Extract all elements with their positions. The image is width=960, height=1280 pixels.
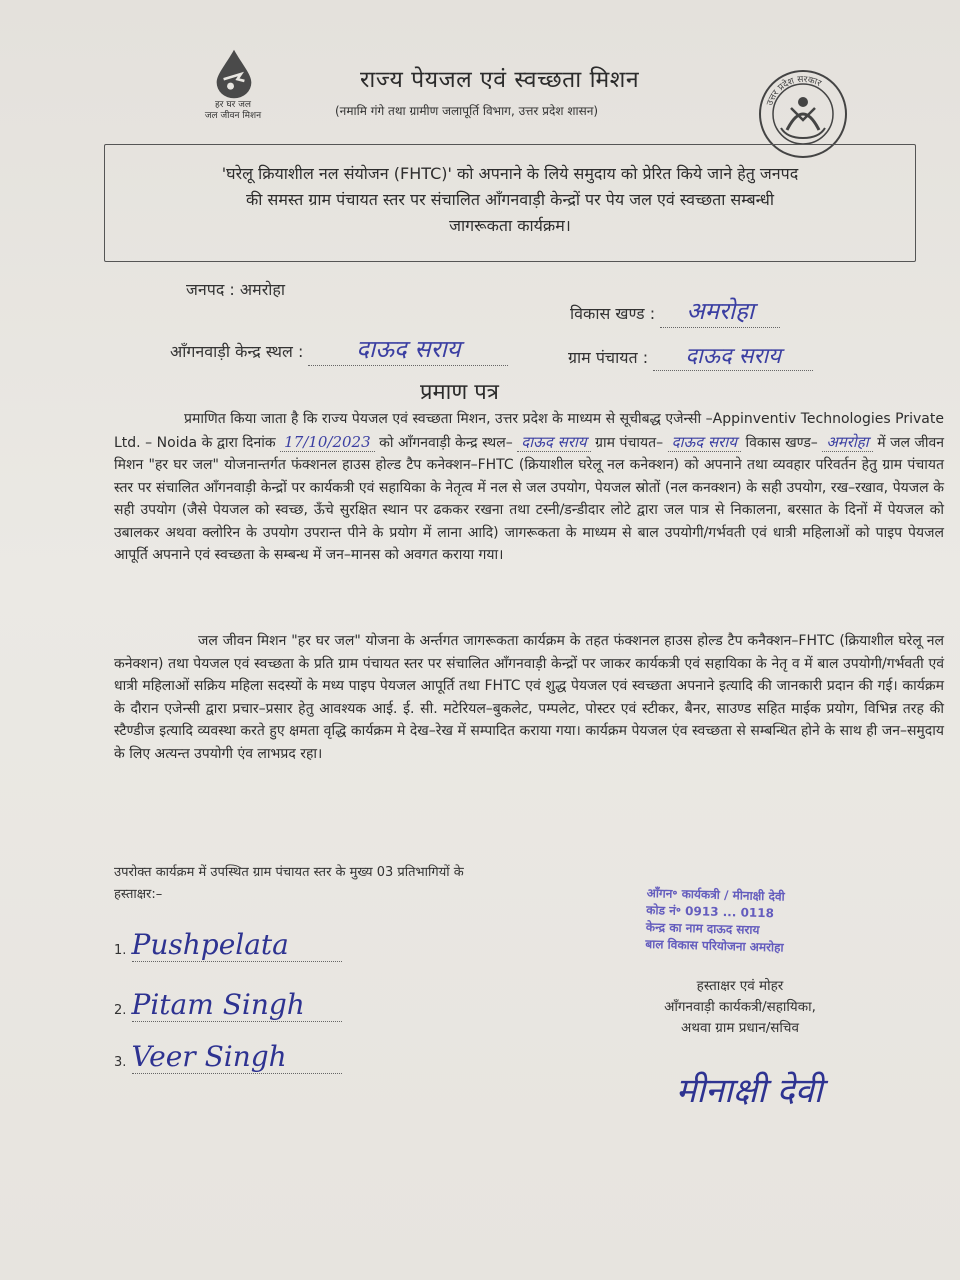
participant-signature-row (114, 988, 342, 1022)
p1-panchayat-value: दाऊद सराय (668, 433, 741, 452)
notice-line: 'घरेलू क्रियाशील नल संयोजन (FHTC)' को अपनाने के लिये समुदाय को प्रेरित किये जाने हेतु जनपद (221, 164, 799, 183)
stamp-line: बाल विकास परियोजना अमरोहा (645, 936, 784, 955)
p1-text: विकास खण्ड– (745, 434, 818, 451)
p1-text: ग्राम पंचायत– (595, 434, 664, 451)
emblem-text: उत्तर प्रदेश सरकार (765, 74, 823, 108)
panchayat-field (568, 340, 813, 371)
participant-number: 1. (114, 943, 127, 958)
notice-box (104, 144, 916, 262)
p1-text: को आँगनवाड़ी केन्द्र स्थल– (379, 434, 513, 451)
signatory-block (640, 976, 840, 1039)
certificate-paragraph-2: जल जीवन मिशन "हर घर जल" योजना के अर्न्तगत जागरूकता कार्यक्रम के तहत फंक्शनल हाउस होल्ड टैप कनैक्शन–FHTC (क्रियाशील घरेलू नल कनेक्शन) तथा पेयजल एवं स्वच्छता के प्रति ग्राम पंचायत स्तर पर संचालित आँगनवाड़ी केन्द्रों पर जाकर कार्यकत्री एवं सहायिका के नेतृ व में बाल उपयोगी/गर्भवती एवं धात्री महिलाओं सक्रिय महिला सदस्यों के मध्य पाइप पेयजल आपूर्ति तथा FHTC एवं शुद्ध पेयजल एवं स्वच्छता अपनाने इत्यादि की जानकारी प्रदान की गई। कार्यक्रम के दौरान एजेन्सी द्वारा प्रचार–प्रसार हेतु आवश्यक आई. ई. सी. मटेरियल–बुकलेट, पम्पलेट, पोस्टर एवं स्टीकर, बैनर, साउण्ड सहित माईक प्रयोग, विभिन्न तरह की स्टैण्डीज इत्यादि व्यवस्था करते हुए क्षमता वृद्धि कार्यक्रम मे देख–रेख में सम्पादित कराया गया। कार्यक्रम पेयजल एंव स्वच्छता से सम्बन्धित होने के साथ ही जन–समुदाय के लिए अत्यन्त उपयोगी एंव लाभप्रद रहा। (114, 633, 944, 762)
center-field (170, 332, 508, 366)
participants-intro-text: उपरोक्त कार्यक्रम में उपस्थित ग्राम पंचायत स्तर के मुख्य 03 प्रतिभागियों के (114, 865, 464, 880)
signatory-line: आँगनवाड़ी कार्यकत्री/सहायिका, (664, 999, 816, 1015)
participant-signature: Pushpelata (132, 928, 342, 962)
participant-signature: Veer Singh (132, 1040, 342, 1074)
p1-block-value: अमरोहा (822, 433, 872, 452)
participant-signature-row (114, 928, 342, 962)
p1-text: प्रमाणित किया जाता है कि राज्य पेयजल एवं स्वच्छता मिशन, उत्तर प्रदेश के माध्यम से सूचीबद्ध एजेन्सी –Appinventiv Technologies Private Ltd. – Noida के द्वारा दिनांक (114, 411, 944, 451)
logo-caption-line: हर घर जल (215, 100, 251, 110)
signatory-line: अथवा ग्राम प्रधान/सचिव (681, 1020, 799, 1036)
district-label: जनपद : (186, 280, 235, 299)
participants-sign-label: हस्ताक्षर:– (114, 887, 163, 902)
participant-number: 3. (114, 1055, 127, 1070)
center-value: दाऊद सराय (308, 332, 508, 366)
mission-subtitle: (नमामि गंगे तथा ग्रामीण जलापूर्ति विभाग, उत्तर प्रदेश शासन) (335, 104, 599, 118)
stamp-line: कोड नं॰ 0913 ... 0118 (646, 902, 775, 921)
signatory-line: हस्ताक्षर एवं मोहर (696, 978, 784, 994)
district-field (186, 278, 285, 300)
center-label: आँगनवाड़ी केन्द्र स्थल : (170, 342, 304, 361)
panchayat-label: ग्राम पंचायत : (568, 348, 649, 367)
p1-text: में जल जीवन मिशन "हर घर जल" योजनान्तर्गत फंक्शनल हाउस होल्ड टैप कनेक्शन–FHTC (क्रियाशील घरेलू नल कनेक्शन) को अपनाने तथा व्यवहार परिवर्तन हेतु ग्राम पंचायत स्तर पर संचालित आँगनवाड़ी केन्द्रों पर कार्यकत्री एवं सहायिका के नेतृत्व में नल से जल उपयोग, पेयजल स्रोतों (नल कनक्शन) के सही उपयोग, रख–रखाव, पेयजल के सही उपयोग (जैसे पेयजल को स्वच्छ, ऊँचे सुरक्षित स्थान पर ढककर रखना तथा टस्नी/डन्डीदार लोटे द्वारा जल पात्र से निकालना, बरसात के दिनों में पेयजल को उबालकर अथवा क्लोरिन के उपयोग उपरान्त पीने के प्रयोग में लाना आदि) जागरूकता के माध्यम से बाल उपयोगी/गर्भवती एवं धात्री महिलाओं को पाइप पेयजल आपूर्ति अपनाने एवं स्वच्छता के सम्बन्ध में जन–मानस को अवगत कराया गया। (114, 434, 945, 563)
har-ghar-jal-logo (206, 48, 262, 100)
mission-title: राज्य पेयजल एवं स्वच्छता मिशन (360, 67, 640, 93)
logo-caption-line: जल जीवन मिशन (204, 111, 262, 121)
participant-number: 2. (114, 1003, 127, 1018)
block-value: अमरोहा (660, 294, 780, 328)
panchayat-value: दाऊद सराय (653, 340, 813, 371)
block-field (570, 294, 780, 328)
program-date: 17/10/2023 (280, 433, 374, 452)
notice-line: की समस्त ग्राम पंचायत स्तर पर संचालित आँगनवाड़ी केन्द्रों पर पेय जल एवं स्वच्छता सम्बन्धी (245, 190, 775, 209)
anganwadi-stamp (645, 885, 877, 959)
certificate-title: प्रमाण पत्र (420, 380, 499, 405)
stamp-line: आँगन॰ कार्यकत्री / मीनाक्षी देवी (646, 886, 785, 904)
participants-intro (114, 862, 464, 906)
participant-signature-row (114, 1040, 342, 1074)
stamp-line: केन्द्र का नाम दाऊद सराय (645, 919, 760, 937)
svg-text:उत्तर प्रदेश सरकार (765, 75, 823, 107)
district-value: अमरोहा (239, 280, 286, 299)
p1-center-value: दाऊद सराय (517, 433, 590, 452)
notice-line: जागरूकता कार्यक्रम। (449, 216, 571, 235)
participant-signature: Pitam Singh (132, 988, 342, 1022)
certificate-paragraph-1 (114, 408, 944, 567)
block-label: विकास खण्ड : (570, 304, 656, 323)
signatory-signature: मीनाक्षी देवी (676, 1071, 823, 1111)
logo-caption (188, 100, 278, 122)
